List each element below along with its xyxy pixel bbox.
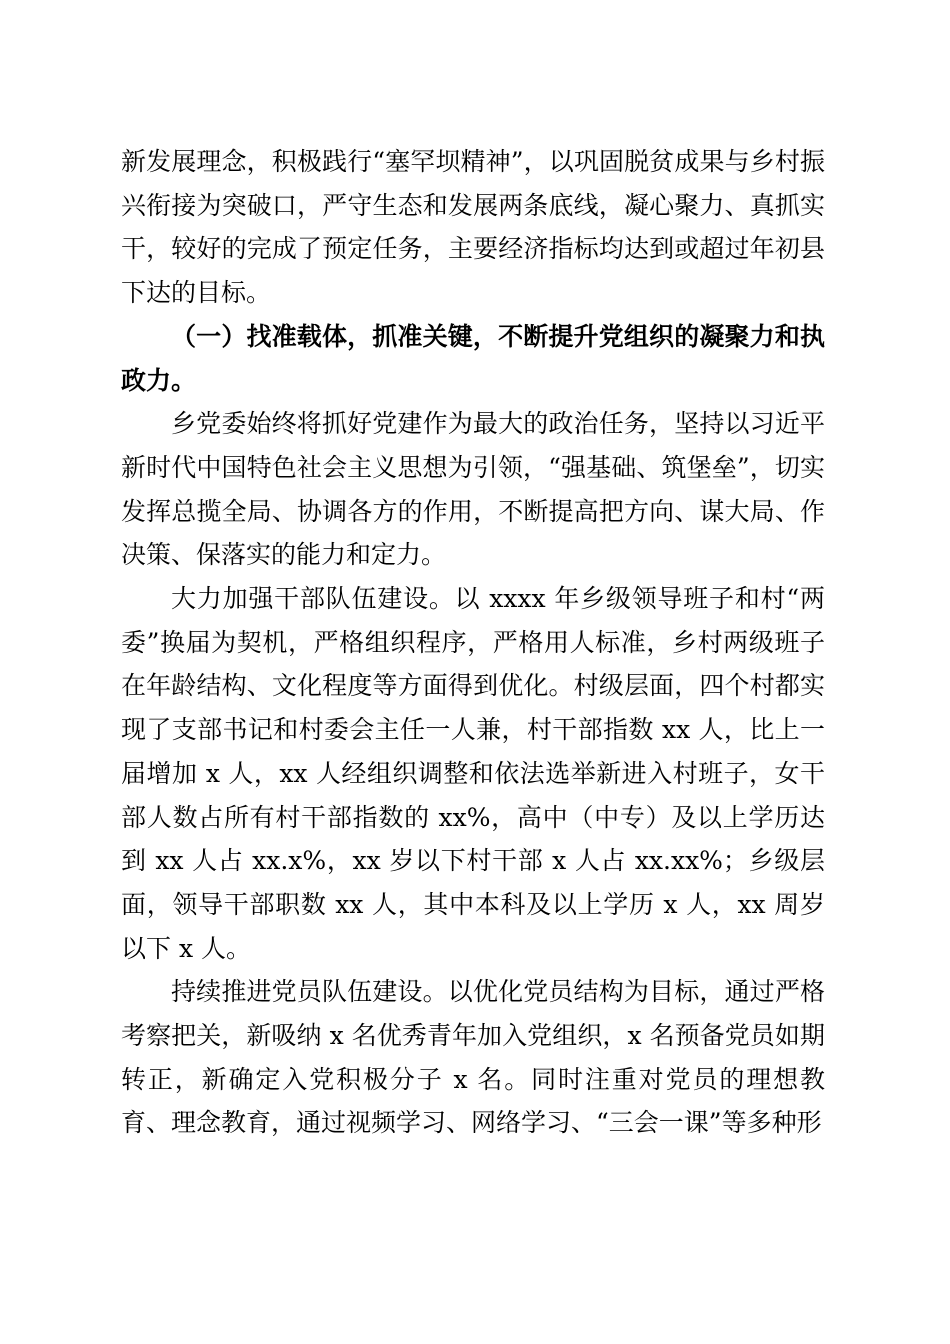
paragraph-party-member-building: 持续推进党员队伍建设。以优化党员结构为目标，通过严格考察把关，新吸纳 x 名优秀青年加入党组织，x 名预备党员如期转正，新确定入党积极分子 x 名。同时注重对党员的理想教育、理念教育，通过视频学习、网络学习、“三会一课”等多种形: [121, 977, 825, 1138]
document-body: [121, 140, 825, 1145]
paragraph-party-committee-role: 乡党委始终将抓好党建作为最大的政治任务，坚持以习近平新时代中国特色社会主义思想为引领，“强基础、筑堡垒”，切实发挥总揽全局、协调各方的作用，不断提高把方向、谋大局、作决策、保落实的能力和定力。: [121, 409, 825, 570]
paragraph-cadre-team-building: 大力加强干部队伍建设。以 xxxx 年乡级领导班子和村“两委”换届为契机，严格组织程序，严格用人标准，乡村两级班子在年龄结构、文化程度等方面得到优化。村级层面，四个村都实现了支部书记和村委会主任一人兼，村干部指数 xx 人，比上一届增加 x 人，xx 人经组织调整和依法选举新进入村班子，女干部人数占所有村干部指数的 xx%，高中（中专）及以上学历达到 xx 人占 xx.x%，xx 岁以下村干部 x 人占 xx.xx%；乡级层面，领导干部职数 xx 人，其中本科及以上学历 x 人，xx 周岁以下 x 人。: [121, 584, 825, 963]
paragraph-intro-continuation: 新发展理念，积极践行“塞罕坝精神”，以巩固脱贫成果与乡村振兴衔接为突破口，严守生态和发展两条底线，凝心聚力、真抓实干，较好的完成了预定任务，主要经济指标均达到或超过年初县下达的目标。: [121, 147, 825, 308]
section-heading: （一）找准载体，抓准关键，不断提升党组织的凝聚力和执政力。: [121, 321, 825, 395]
